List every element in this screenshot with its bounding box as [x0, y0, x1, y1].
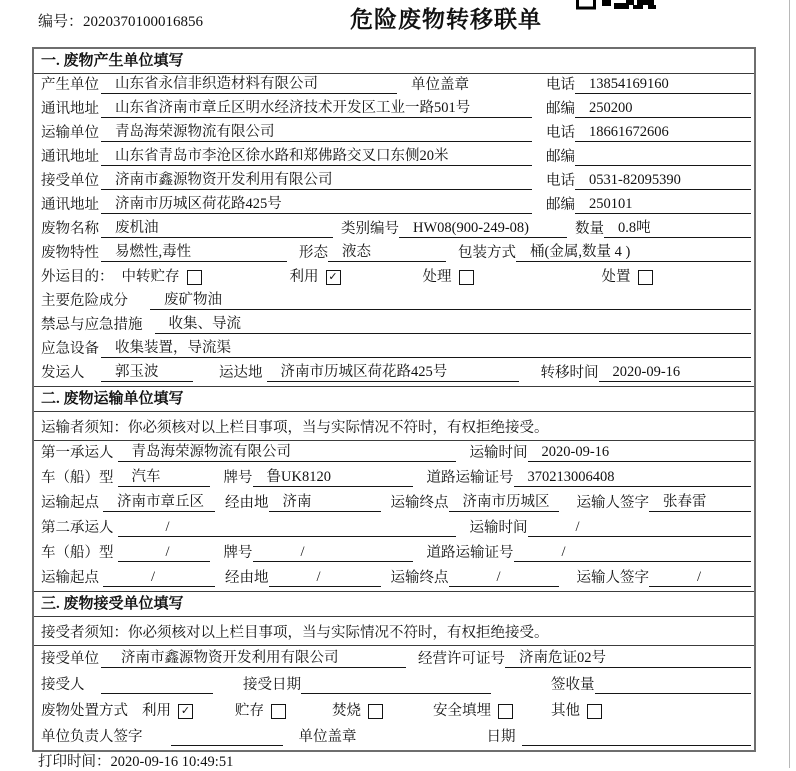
- row-emergency-equipment: [34, 338, 754, 362]
- packing-label: 包装方式: [458, 245, 516, 261]
- waste-code-value: HW08(900-249-08): [399, 220, 567, 238]
- plate-number-2-value: /: [253, 544, 413, 562]
- route-origin-value: 济南市章丘区: [103, 490, 215, 512]
- disposal-storage-label: 贮存: [235, 703, 264, 719]
- received-amount-label: 签收量: [551, 677, 595, 693]
- producer-unit-value: 山东省永信非织造材料有限公司: [101, 72, 397, 94]
- responsible-signature-label: 单位负责人签字: [41, 729, 143, 745]
- license-number-label: 经营许可证号: [418, 651, 505, 667]
- row-route-2: [34, 566, 754, 591]
- receiver-seal-label: 单位盖章: [298, 729, 357, 745]
- second-carrier-value: /: [118, 519, 456, 537]
- receive-sign-date-label: 日期: [486, 729, 516, 745]
- license-number-value: 济南危证02号: [505, 646, 751, 668]
- disposal-landfill-checkbox: [498, 704, 513, 719]
- row-transporter-address: [34, 146, 754, 170]
- row-shipper: [34, 362, 754, 386]
- row-waste-property: [34, 242, 754, 266]
- purpose-dispose-label: 处置: [601, 269, 631, 285]
- vehicle-type-2-value: /: [118, 544, 210, 562]
- row-second-carrier: [34, 516, 754, 541]
- transporter-address-label: 通讯地址: [41, 149, 99, 165]
- section-producer-header: 一. 废物产生单位填写: [34, 49, 754, 74]
- destination-label: 运达地: [219, 365, 263, 381]
- transfer-date-label: 转移时间: [540, 365, 599, 381]
- qr-code-fragment: [576, 0, 660, 10]
- receiving-unit-label: 接受单位: [41, 651, 99, 667]
- receiver-phone-value: 0531-82095390: [575, 172, 751, 190]
- row-main-hazard: [34, 290, 754, 314]
- producer-address-label: 通讯地址: [41, 101, 99, 117]
- doc-number-label: 编号：: [38, 14, 84, 30]
- vehicle-type-label: 车（船）型: [41, 470, 114, 486]
- route-end-2-label: 运输终点: [390, 570, 449, 586]
- plate-number-value: 鲁UK8120: [253, 465, 413, 487]
- receiver-zip-value: 250101: [575, 196, 751, 214]
- transporter-unit-label: 运输单位: [41, 125, 99, 141]
- print-time-value: 2020-09-16 10:49:51: [110, 754, 234, 770]
- row-receiver-unit: [34, 170, 754, 194]
- purpose-treat-checkbox: [459, 270, 474, 285]
- plate-number-2-label: 牌号: [223, 545, 253, 561]
- row-vehicle-type-2: [34, 541, 754, 566]
- transporter-phone-value: 18661672606: [575, 124, 751, 142]
- vehicle-type-2-label: 车（船）型: [41, 545, 114, 561]
- waste-property-label: 废物特性: [41, 245, 99, 261]
- receiver-address-label: 通讯地址: [41, 197, 99, 213]
- disposal-storage-checkbox: [271, 704, 286, 719]
- row-receiving-unit: [34, 646, 754, 672]
- section-receiver-header: 三. 废物接受单位填写: [34, 592, 754, 617]
- route-origin-label: 运输起点: [41, 495, 99, 511]
- receiver-unit-label: 接受单位: [41, 173, 99, 189]
- row-emergency-measures: [34, 314, 754, 338]
- page-right-edge: [789, 0, 790, 768]
- route-origin-2-value: /: [103, 569, 215, 587]
- section-transport-header: 二. 废物运输单位填写: [34, 387, 754, 412]
- route-end-label: 运输终点: [390, 495, 449, 511]
- page-title: 危险废物转移联单: [350, 7, 542, 32]
- receiver-notice: 接受者须知：你必须核对以上栏目事项，当与实际情况不符时，有权拒绝接受。: [34, 617, 754, 646]
- transporter-phone-label: 电话: [546, 125, 575, 141]
- purpose-storage-label: 中转贮存: [121, 269, 180, 285]
- row-first-carrier: [34, 441, 754, 466]
- emergency-measures-label: 禁忌与应急措施: [41, 317, 143, 333]
- transport-time-value: 2020-09-16: [528, 444, 752, 462]
- manifest-form: [32, 47, 756, 752]
- disposal-utilize-checkbox: ✓: [178, 704, 193, 719]
- packing-value: 桶(金属,数量 4 ): [516, 240, 751, 262]
- route-end-2-value: /: [449, 569, 559, 587]
- first-carrier-value: 青岛海荣源物流有限公司: [118, 440, 456, 462]
- main-hazard-value: 废矿物油: [150, 288, 751, 310]
- doc-number-value: 2020370100016856: [83, 14, 204, 30]
- carrier-signature-value: 张春雷: [649, 490, 751, 512]
- section-transport: [34, 386, 754, 591]
- waste-quantity-label: 数量: [575, 221, 604, 237]
- shipper-value: 郭玉波: [101, 360, 193, 382]
- receiver-phone-label: 电话: [546, 173, 575, 189]
- waste-code-label: 类别编号: [341, 221, 399, 237]
- producer-seal-label: 单位盖章: [411, 77, 469, 93]
- transporter-zip-label: 邮编: [546, 149, 575, 165]
- purpose-dispose-checkbox: [638, 270, 653, 285]
- receive-date-label: 接受日期: [243, 677, 301, 693]
- receiver-person-label: 接受人: [41, 677, 85, 693]
- destination-value: 济南市历城区荷花路425号: [267, 360, 519, 382]
- second-carrier-label: 第二承运人: [41, 520, 114, 536]
- emergency-measures-value: 收集、导流: [155, 312, 752, 334]
- road-permit-value: 370213006408: [514, 469, 752, 487]
- receive-sign-date-value: [522, 745, 752, 746]
- section-producer: [34, 49, 754, 386]
- road-permit-label: 道路运输证号: [426, 470, 514, 486]
- producer-zip-value: 250200: [575, 100, 751, 118]
- disposal-method-label: 废物处置方式: [41, 703, 128, 719]
- waste-form-value: 液态: [328, 240, 446, 262]
- route-via-2-value: /: [269, 569, 381, 587]
- route-via-value: 济南: [269, 490, 381, 512]
- emergency-equipment-value: 收集装置，导流渠: [101, 336, 751, 358]
- received-amount-value: [595, 693, 752, 694]
- transport-time-2-value: /: [528, 519, 752, 537]
- row-responsible-signature: [34, 724, 754, 750]
- transfer-purpose-label: 外运目的：: [41, 269, 114, 285]
- waste-property-value: 易燃性,毒性: [101, 240, 287, 262]
- row-producer-unit: [34, 74, 754, 98]
- responsible-signature-value: [171, 745, 283, 746]
- disposal-landfill-label: 安全填埋: [433, 703, 491, 719]
- transfer-date-value: 2020-09-16: [599, 364, 752, 382]
- row-route-1: [34, 491, 754, 516]
- road-permit-2-label: 道路运输证号: [426, 545, 514, 561]
- first-carrier-label: 第一承运人: [41, 445, 114, 461]
- row-transporter-unit: [34, 122, 754, 146]
- carrier-signature-label: 运输人签字: [576, 495, 649, 511]
- carrier-signature-2-value: /: [649, 569, 751, 587]
- waste-quantity-value: 0.8吨: [604, 216, 751, 238]
- receiver-unit-value: 济南市鑫源物资开发利用有限公司: [101, 168, 532, 190]
- row-receiver-address: [34, 194, 754, 218]
- purpose-utilize-checkbox: ✓: [326, 270, 341, 285]
- route-origin-2-label: 运输起点: [41, 570, 99, 586]
- waste-name-value: 废机油: [101, 216, 333, 238]
- row-waste-name: [34, 218, 754, 242]
- road-permit-2-value: /: [514, 544, 752, 562]
- purpose-treat-label: 处理: [422, 269, 452, 285]
- row-transfer-purpose: [34, 266, 754, 290]
- transport-notice: 运输者须知：你必须核对以上栏目事项，当与实际情况不符时，有权拒绝接受。: [34, 412, 754, 441]
- disposal-other-checkbox: [587, 704, 602, 719]
- carrier-signature-2-label: 运输人签字: [576, 570, 649, 586]
- row-producer-address: [34, 98, 754, 122]
- receiver-address-value: 济南市历城区荷花路425号: [101, 192, 532, 214]
- producer-phone-value: 13854169160: [575, 76, 751, 94]
- producer-unit-label: 产生单位: [41, 77, 99, 93]
- producer-phone-label: 电话: [546, 77, 575, 93]
- purpose-storage-checkbox: [187, 270, 202, 285]
- main-hazard-label: 主要危险成分: [41, 293, 128, 309]
- waste-name-label: 废物名称: [41, 221, 99, 237]
- route-end-value: 济南市历城区: [449, 490, 559, 512]
- transporter-unit-value: 青岛海荣源物流有限公司: [101, 120, 532, 142]
- transport-time-label: 运输时间: [469, 445, 528, 461]
- print-time-label: 打印时间：: [38, 754, 111, 770]
- route-via-label: 经由地: [225, 495, 269, 511]
- disposal-other-label: 其他: [551, 703, 580, 719]
- disposal-incinerate-label: 焚烧: [332, 703, 361, 719]
- route-via-2-label: 经由地: [225, 570, 269, 586]
- transport-time-2-label: 运输时间: [469, 520, 528, 536]
- receiver-zip-label: 邮编: [546, 197, 575, 213]
- row-disposal-method: [34, 698, 754, 724]
- section-receiver: [34, 591, 754, 750]
- row-vehicle-type-1: [34, 466, 754, 491]
- transporter-address-value: 山东省青岛市李沧区徐水路和郑佛路交叉口东侧20米: [101, 144, 532, 166]
- emergency-equipment-label: 应急设备: [41, 341, 99, 357]
- purpose-utilize-label: 利用: [289, 269, 319, 285]
- shipper-label: 发运人: [41, 365, 85, 381]
- receiving-unit-value: 济南市鑫源物资开发利用有限公司: [101, 646, 406, 668]
- waste-form-label: 形态: [299, 245, 328, 261]
- transporter-zip-value: [575, 165, 751, 166]
- vehicle-type-value: 汽车: [118, 465, 210, 487]
- plate-number-label: 牌号: [223, 470, 253, 486]
- disposal-incinerate-checkbox: [368, 704, 383, 719]
- producer-address-value: 山东省济南市章丘区明水经济技术开发区工业一路501号: [101, 96, 532, 118]
- row-receiver-person: [34, 672, 754, 698]
- producer-zip-label: 邮编: [546, 101, 575, 117]
- receiver-person-value: [101, 693, 213, 694]
- disposal-utilize-label: 利用: [142, 703, 171, 719]
- receive-date-value: [301, 693, 491, 694]
